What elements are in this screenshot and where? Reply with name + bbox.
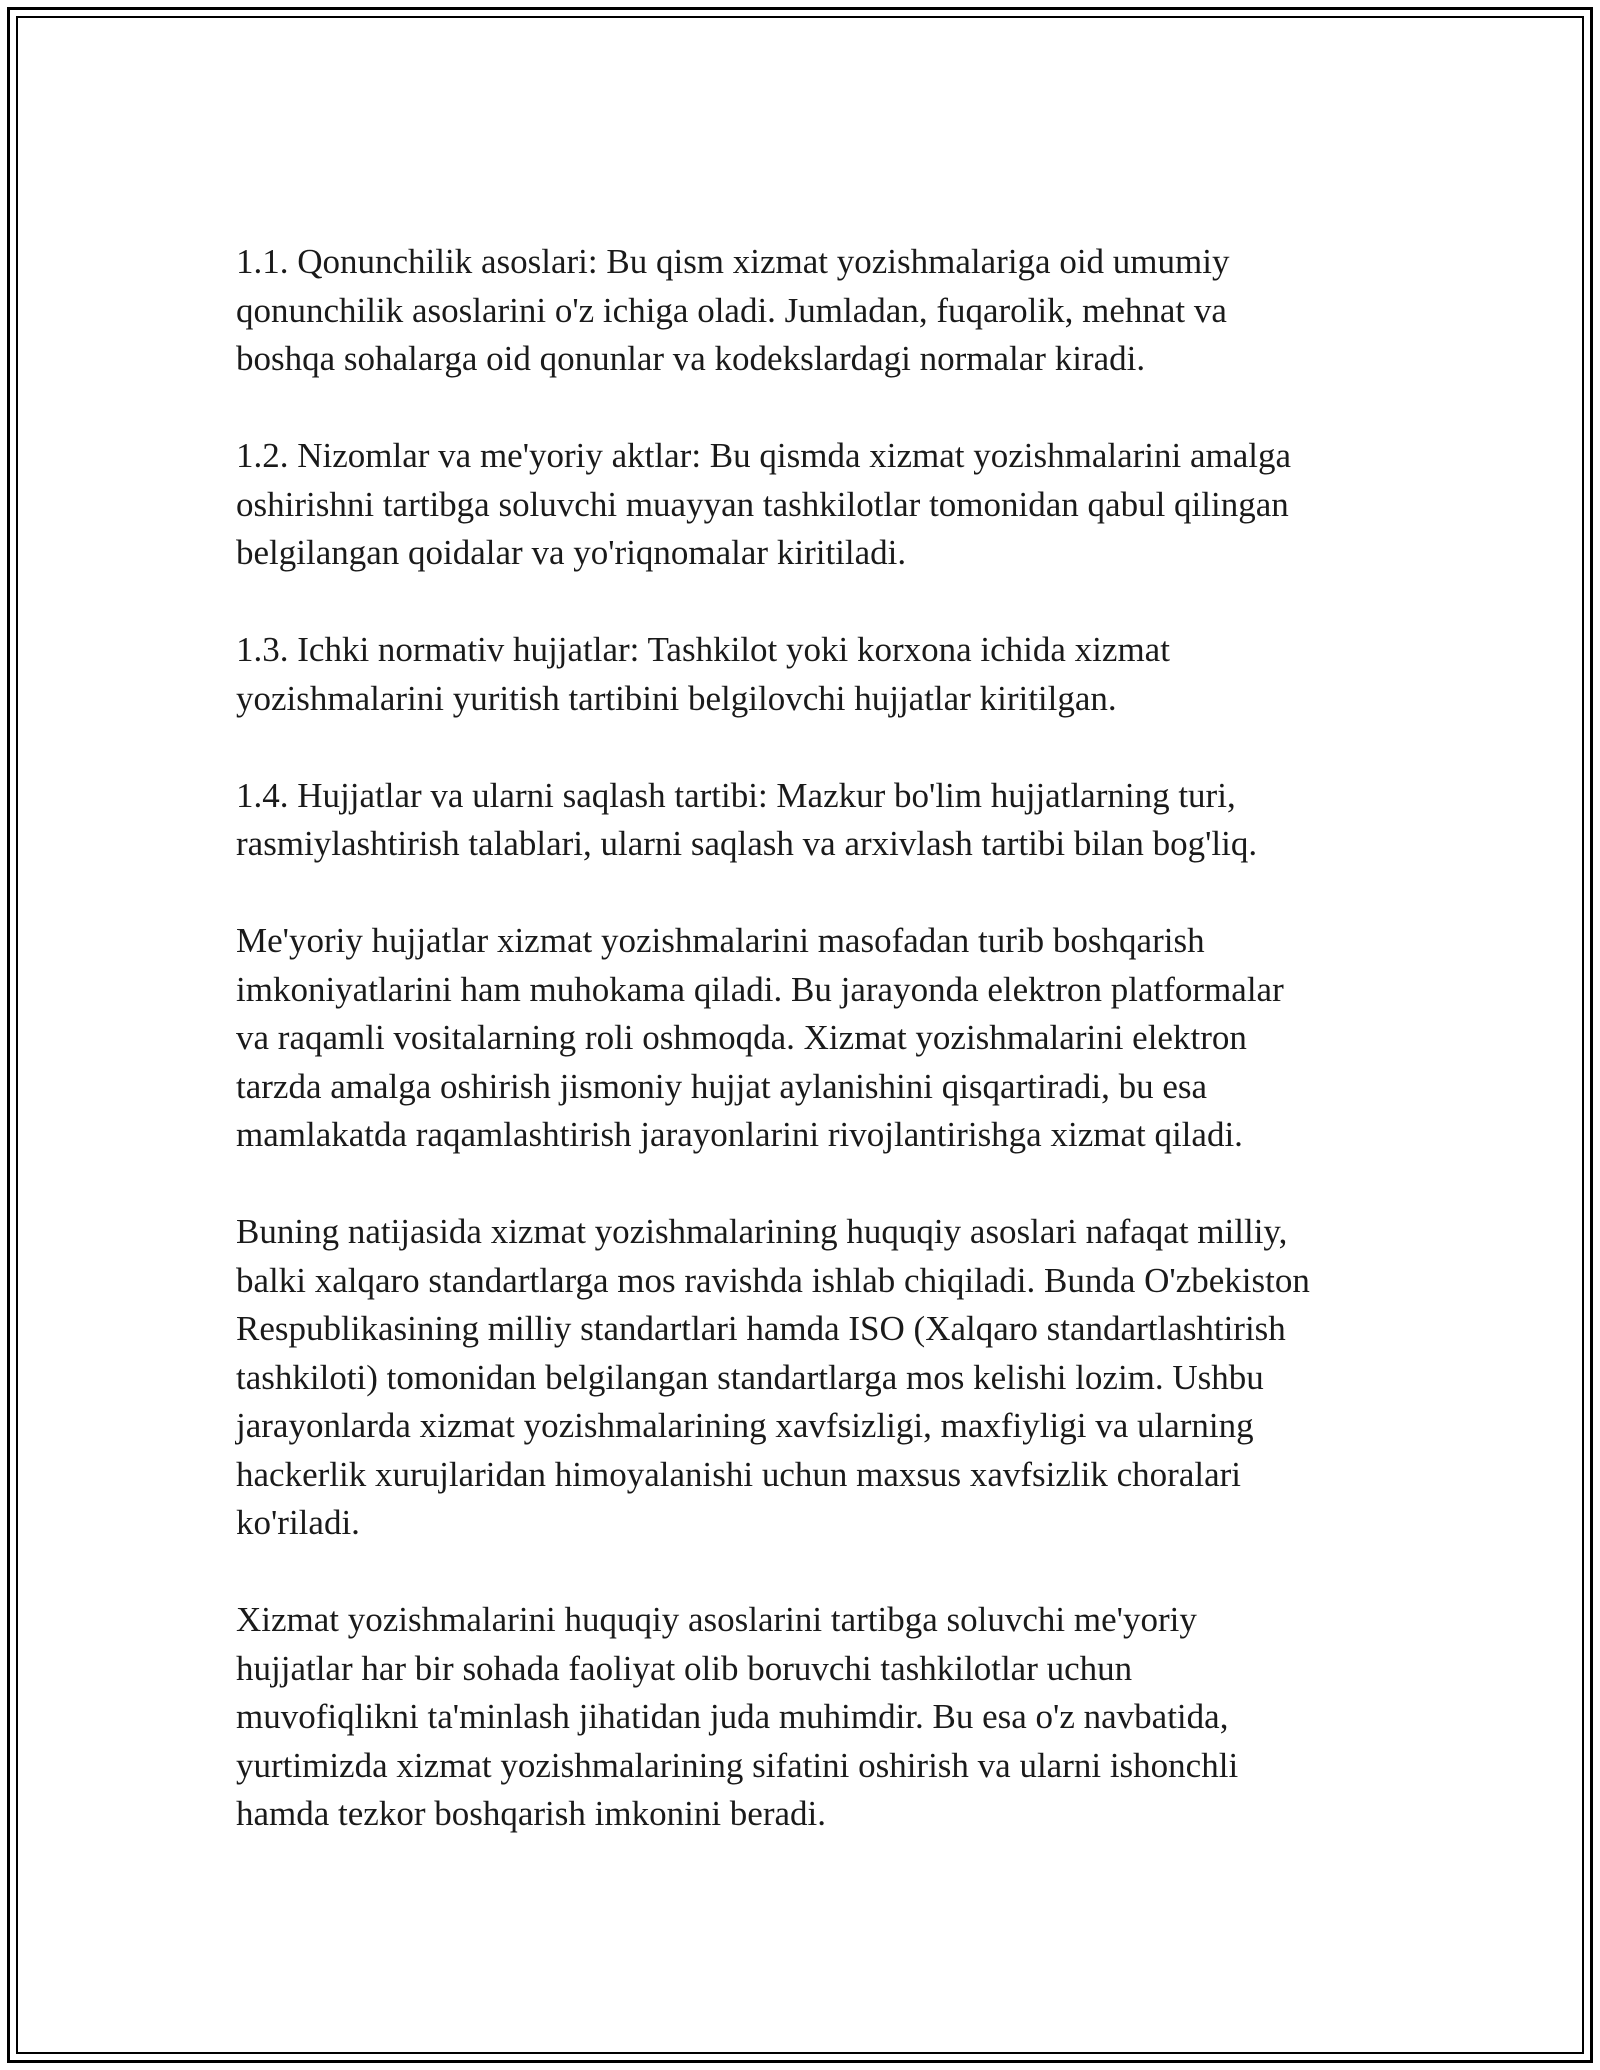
text-line: hamda tezkor boshqarish imkonini beradi.: [236, 1794, 826, 1833]
text-line: balki xalqaro standartlarga mos ravishda ishlab chiqiladi. Bunda O'zbekiston: [236, 1260, 1310, 1300]
text-line: Respublikasining milliy standartlari hamda ISO (Xalqaro standartlashtirish: [236, 1309, 1286, 1348]
text-line: hujjatlar har bir sohada faoliyat olib boruvchi tashkilotlar uchun: [236, 1648, 1133, 1688]
text-line: Buning natijasida xizmat yozishmalarining huquqiy asoslari nafaqat milliy,: [236, 1212, 1288, 1251]
text-line: 1.4. Hujjatlar va ularni saqlash tartibi: Mazkur bo'lim hujjatlarning turi,: [236, 775, 1236, 815]
text-line: muvofiqlikni ta'minlash jihatidan juda muhimdir. Bu esa o'z navbatida,: [236, 1697, 1229, 1736]
text-line: Xizmat yozishmalarini huquqiy asoslarini tartibga soluvchi me'yoriy: [236, 1600, 1197, 1639]
paragraph-1-2-regulations: [236, 432, 1376, 578]
text-line: imkoniyatlarini ham muhokama qiladi. Bu jarayonda elektron platformalar: [236, 969, 1284, 1009]
text-line: jarayonlarda xizmat yozishmalarining xavfsizligi, maxfiyligi va ularning: [236, 1406, 1254, 1445]
text-line: tashkiloti) tomonidan belgilangan standartlarga mos kelishi lozim. Ushbu: [236, 1357, 1264, 1397]
paragraph-conclusion: [236, 1596, 1376, 1839]
paragraph-remote-management: [236, 917, 1376, 1160]
text-line: yozishmalarini yuritish tartibini belgilovchi hujjatlar kiritilgan.: [236, 678, 1117, 718]
text-line: mamlakatda raqamlashtirish jarayonlarini rivojlantirishga xizmat qiladi.: [236, 1115, 1243, 1154]
paragraph-1-4-storage-procedure: [236, 772, 1376, 869]
paragraph-1-3-internal-documents: [236, 626, 1376, 723]
paragraph-international-standards: [236, 1208, 1376, 1548]
text-line: ko'riladi.: [236, 1503, 360, 1542]
text-line: tarzda amalga oshirish jismoniy hujjat aylanishini qisqartiradi, bu esa: [236, 1066, 1208, 1106]
text-line: rasmiylashtirish talablari, ularni saqlash va arxivlash tartibi bilan bog'liq.: [236, 824, 1258, 863]
text-line: oshirishni tartibga soluvchi muayyan tashkilotlar tomonidan qabul qilingan: [236, 484, 1289, 524]
text-line: belgilangan qoidalar va yo'riqnomalar kiritiladi.: [236, 533, 907, 572]
text-line: qonunchilik asoslarini o'z ichiga oladi. Jumladan, fuqarolik, mehnat va: [236, 290, 1227, 330]
text-line: Me'yoriy hujjatlar xizmat yozishmalarini masofadan turib boshqarish: [236, 921, 1205, 960]
text-line: va raqamli vositalarning roli oshmoqda. Xizmat yozishmalarini elektron: [236, 1018, 1247, 1057]
document-body: [236, 238, 1376, 1887]
paragraph-1-1-legislation: [236, 238, 1376, 384]
text-line: boshqa sohalarga oid qonunlar va kodekslardagi normalar kiradi.: [236, 339, 1146, 378]
text-line: 1.2. Nizomlar va me'yoriy aktlar: Bu qismda xizmat yozishmalarini amalga: [236, 436, 1292, 475]
text-line: hackerlik xurujlaridan himoyalanishi uchun maxsus xavfsizlik choralari: [236, 1454, 1241, 1494]
text-line: yurtimizda xizmat yozishmalarining sifatini oshirish va ularni ishonchli: [236, 1745, 1239, 1785]
text-line: 1.3. Ichki normativ hujjatlar: Tashkilot yoki korxona ichida xizmat: [236, 630, 1170, 669]
text-line: 1.1. Qonunchilik asoslari: Bu qism xizmat yozishmalariga oid umumiy: [236, 242, 1230, 281]
